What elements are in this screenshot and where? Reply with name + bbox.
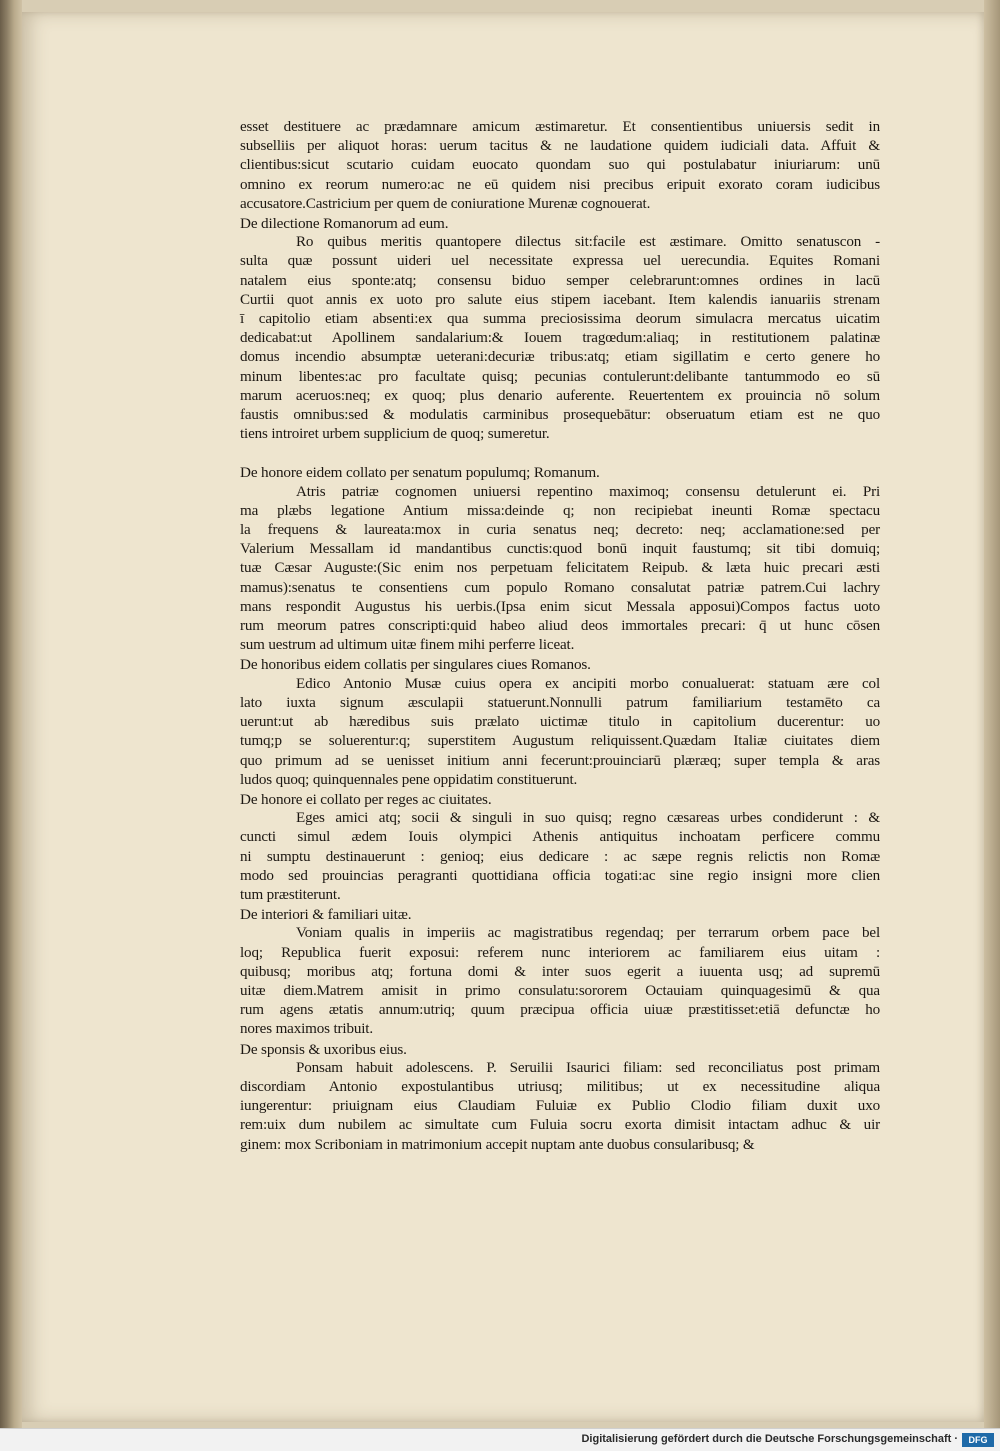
text-line: Atris patriæ cognomen uniuersi repentino maximoq; consensu detulerunt ei. Pri — [296, 483, 880, 500]
text-line: ni sumptu destinauerunt : genioq; eius dedicare : ac sæpe regnis relictis non Romæ — [240, 848, 880, 865]
text-line: marum aceruos:neq; ex quoq; plus denario auferente. Reuertentem ex prouincia nō solum — [240, 387, 880, 404]
text-line: quibusq; moribus atq; fortuna domi & inter suos egerit a iuuenta usq; ad supremū — [240, 963, 880, 980]
section-heading: De honore ei collato per reges ac ciuitates. — [240, 790, 492, 808]
page-right-edge — [984, 0, 1000, 1428]
text-line: uerunt:ut ab hæredibus suis prælato uictimæ titulo in capitolium ducerentur: uo — [240, 714, 880, 731]
section-heading: De honoribus eidem collatis per singulares ciues Romanos. — [240, 656, 591, 674]
text-line: Ponsam habuit adolescens. P. Seruilii Isaurici filiam: sed reconciliatus post primam — [296, 1059, 880, 1076]
text-line: ginem: mox Scriboniam in matrimonium accepit nuptam ante duobus consularibusq; & — [240, 1136, 755, 1153]
text-line: rem:uix dum nubilem ac simultate cum Fuluia socru exorta dimisit intactam adhuc & uir — [240, 1117, 880, 1134]
text-line: mans respondit Augustus his uerbis.(Ipsa enim sicut Messala apposui)Compos factus uoto — [240, 598, 880, 615]
text-line: Valerium Messallam id mandantibus cunctis:quod bonū inquit faustumq; sit tibi domuiq; — [240, 541, 880, 558]
text-line: Voniam qualis in imperiis ac magistratibus regendaq; per terrarum orbem pace bel — [296, 925, 880, 942]
text-line: dedicabat:ut Apollinem sandalarium:& Iouem tragœdum:aliaq; in restitutionem palatinæ — [240, 330, 880, 347]
text-line: Ro quibus meritis quantopere dilectus sit:facile est æstimare. Omitto senatuscon - — [296, 234, 880, 251]
text-line: quo primum ad se uenisset initium anni fecerunt:prouinciarū plæræq; super templa & aras — [240, 752, 880, 769]
text-line: Curtii quot annis ex uoto pro salute eius stipem iacebant. Item kalendis ianuariis strenam — [240, 291, 880, 308]
text-line: sum uestrum ad ultimum uitæ finem mihi perferre liceat. — [240, 637, 575, 654]
footer-bar — [0, 1428, 1000, 1451]
text-line: minum libentes:ac pro facultate quisq; pecunias contulerunt:delibante tantummodo eo sū — [240, 368, 880, 385]
text-line: modo sed prouincias peragranti quottidiana officia togati:ac sine regio insigni more clien — [240, 867, 880, 884]
text-line: iungerentur: priuignam eius Claudiam Fuluiæ ex Publio Clodio filiam duxit uxo — [240, 1098, 880, 1115]
section-heading: De honore eidem collato per senatum populumq; Romanum. — [240, 464, 600, 482]
text-line: mamus):senatus te consentiens cum populo Romano consalutat patriæ patrem.Cui lachry — [240, 579, 880, 596]
page-text-block — [240, 118, 880, 1155]
book-gutter-edge — [0, 0, 22, 1428]
text-line: ī capitolio etiam absenti:ex qua summa preciosissima deorum simulacra mercatus uicatim — [240, 311, 880, 328]
text-line: nores maximos tribuit. — [240, 1021, 373, 1038]
text-line: la frequens & laureata:mox in curia senatus neq; decreto: neq; acclamatione:sed per — [240, 522, 880, 539]
text-line: tiens introiret urbem supplicium de quoq; sumeretur. — [240, 426, 550, 443]
section-heading: De dilectione Romanorum ad eum. — [240, 215, 449, 233]
footer-credit: Digitalisierung gefördert durch die Deutsche Forschungsgemeinschaft · — [581, 1433, 958, 1445]
text-line: discordiam Antonio expostulantibus utriusq; militibus; ut ex necessitudine aliqua — [240, 1078, 880, 1095]
dfg-logo-icon: DFG — [962, 1433, 994, 1447]
text-line: esset destituere ac prædamnare amicum æstimaretur. Et consentientibus uniuersis sedit in — [240, 119, 880, 135]
section-heading: De interiori & familiari uitæ. — [240, 906, 412, 924]
text-line: ludos quoq; quinquennales pene oppidatim constituerunt. — [240, 771, 578, 788]
text-line: uitæ diem.Matrem amisit in primo consulatu:sororem Octauiam quinquagesimū & qua — [240, 982, 880, 999]
text-line: ma plæbs legatione Antium missa:deinde q; non recipiebat ineunti Romæ spectacu — [240, 502, 880, 519]
text-line: rum agens ætatis annum:utriq; quum præcipua officia uiuæ præstitisset:etiā defunctæ ho — [240, 1002, 880, 1019]
text-line: accusatore.Castricium per quem de coniuratione Murenæ cognouerat. — [240, 195, 651, 212]
text-line: tum præstiterunt. — [240, 886, 341, 903]
text-line: sulta quæ possunt uideri uel necessitate expressa uel uerecundia. Equites Romani — [240, 253, 880, 270]
text-line: tuæ Cæsar Auguste:(Sic enim nos perpetuam felicitatem Reipub. & læta huic precari æsti — [240, 560, 880, 577]
text-line: Eges amici atq; socii & singuli in suo quisq; regno cæsareas urbes condiderunt : & — [296, 810, 880, 827]
text-line: domus incendio absumptæ ueterani:decuriæ tribus:atq; etiam sigillatim e certo genere ho — [240, 349, 880, 366]
marginal-annotation — [255, 92, 405, 114]
text-line: rum meorum patres conscripti:quid habeo aliud deos immortales precari: q̄ ut hunc cōsen — [240, 618, 880, 635]
text-line: subselliis per aliquot horas: uerum tacitus & ne laudatione quidem iudiciali data. Affuit & — [240, 138, 880, 155]
text-line: cuncti simul ædem Iouis olympici Athenis antiquitus inchoatam perficere commu — [240, 829, 880, 846]
text-line: Edico Antonio Musæ cuius opera ex ancipiti morbo conualuerat: statuam ære col — [296, 675, 880, 692]
text-line: lato iuxta signum æsculapii statuerunt.Nonnulli patrum familiarium testamēto ca — [240, 694, 880, 711]
text-line: faustis omnibus:sed & modulatis carminibus prosequebātur: obseruatum etiam est ne quo — [240, 407, 880, 424]
text-line: loq; Republica fuerit exposui: referem nunc interiorem ac familiarem eius uitam : — [240, 944, 880, 961]
text-line: natalem eius sponte:atq; consensu biduo semper celebrarunt:omnes ordines in lacū — [240, 272, 880, 289]
section-heading: De sponsis & uxoribus eius. — [240, 1040, 407, 1058]
text-line: tumq;p se soluerentur:q; superstitem Augustum reliquissent.Quædam Italiæ ciuitates diem — [240, 733, 880, 750]
text-line: omnino ex reorum numero:ac ne eū quidem nisi precibus eripuit exorato coram iudicibus — [240, 176, 880, 193]
text-line: clientibus:sicut scutario cuidam euocato quondam suo qui postulabatur iniuriarum: unū — [240, 157, 880, 174]
